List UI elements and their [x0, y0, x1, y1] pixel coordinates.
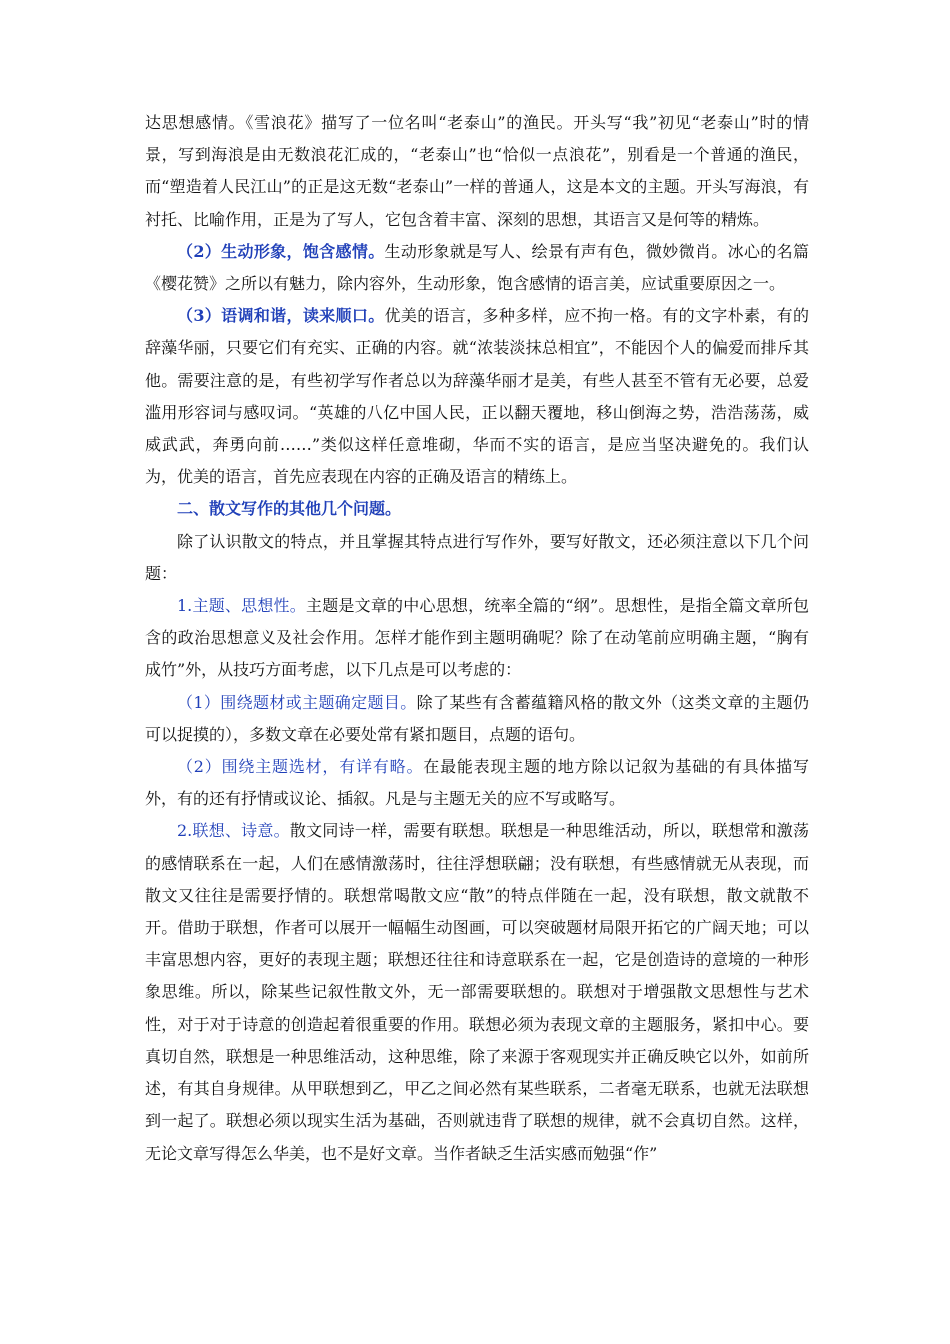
paragraph-theme — [145, 590, 809, 687]
paragraph-text: 除了认识散文的特点，并且掌握其特点进行写作外，要写好散文，还必须注意以下几个问题： — [145, 531, 809, 583]
paragraph-text: 主题是文章的中心思想，统率全篇的“纲”。思想性，是指全篇文章所包含的政治思想意义及社会作用。怎样才能作到主题明确呢？除了在动笔前应明确主题，“胸有成竹”外，从技巧方面考虑，以下几点是可以考虑的： — [145, 596, 809, 680]
paragraph-heading: （3）语调和谐，读来顺口。 — [177, 306, 385, 326]
paragraph-association — [145, 815, 809, 1169]
paragraph-material-choice — [145, 751, 809, 815]
document-body — [145, 107, 809, 1170]
paragraph-text: 优美的语言，多种多样，应不拘一格。有的文字朴素，有的辞藻华丽，只要它们有充实、正确的内容。就“浓装淡抹总相宜”，不能因个人的偏爱而排斥其他。需要注意的是，有些初学写作者总以为辞藻华丽才是美，有些人甚至不管有无必要，总爱滥用形容词与感叹词。“英雄的八亿中国人民，正以翻天覆地，移山倒海之势，浩浩荡荡，威威武武，奔勇向前……”类似这样任意堆砌，华而不实的语言，是应当坚决避免的。我们认为，优美的语言，首先应表现在内容的正确及语言的精练上。 — [145, 306, 809, 487]
paragraph-title-choice — [145, 687, 809, 751]
paragraph-heading: 2.联想、诗意。 — [177, 821, 290, 841]
paragraph-heading: （1）围绕题材或主题确定题目。 — [177, 692, 417, 712]
paragraph-text: 达思想感情。《雪浪花》描写了一位名叫“老泰山”的渔民。开头写“我”初见“老泰山”时的情景，写到海浪是由无数浪花汇成的，“老泰山”也“恰似一点浪花”，别看是一个普通的渔民，而“塑造着人民江山”的正是这无数“老泰山”一样的普通人，这是本文的主题。开头写海浪，有衬托、比喻作用，正是为了写人，它包含着丰富、深刻的思想，其语言又是何等的精炼。 — [145, 113, 809, 229]
paragraph-heading: 1.主题、思想性。 — [177, 596, 306, 616]
paragraph-heading: （2）围绕主题选材，有详有略。 — [177, 757, 424, 777]
paragraph-intro — [145, 526, 809, 590]
paragraph-text: 生动形象就是写人、绘景有声有色，微妙微肖。冰心的名篇《樱花赞》之所以有魅力，除内容外，生动形象，饱含感情的语言美，应试重要原因之一。 — [145, 241, 809, 294]
paragraph-heading: （2）生动形象，饱含感情。 — [177, 241, 385, 261]
paragraph-text: 在最能表现主题的地方除以记叙为基础的有具体描写外，有的还有抒情或议论、插叙。凡是与主题无关的应不写或略写。 — [145, 757, 809, 809]
paragraph-harmonious-tone — [145, 300, 809, 493]
paragraph-text: 散文同诗一样，需要有联想。联想是一种思维活动，所以，联想常和激荡的感情联系在一起，人们在感情激荡时，往往浮想联翩；没有联想，有些感情就无从表现，而散文又往往是需要抒情的。联想常喝散文应“散”的特点伴随在一起，没有联想，散文就散不开。借助于联想，作者可以展开一幅幅生动图画，可以突破题材局限开拓它的广阔天地；可以丰富思想内容，更好的表现主题；联想还往往和诗意联系在一起，它是创造诗的意境的一种形象思维。所以，除某些记叙性散文外，无一部需要联想的。联想对于增强散文思想性与艺术性，对于对于诗意的创造起着很重要的作用。联想必须为表现文章的主题服务，紧扣中心。要真切自然，联想是一种思维活动，这种思维，除了来源于客观现实并正确反映它以外，如前所述，有其自身规律。从甲联想到乙，甲乙之间必然有某些联系，二者毫无联系，也就无法联想到一起了。联想必须以现实生活为基础，否则就违背了联想的规律，就不会真切自然。这样，无论文章写得怎么华美，也不是好文章。当作者缺乏生活实感而勉强“作” — [145, 821, 809, 1163]
section-heading: 二、散文写作的其他几个问题。 — [177, 499, 402, 519]
paragraph-text: 除了某些有含蓄蕴籍风格的散文外（这类文章的主题仍可以捉摸的），多数文章在必要处常有紧扣题目，点题的语句。 — [145, 692, 809, 744]
paragraph-vivid-image — [145, 236, 809, 300]
paragraph-continuation — [145, 107, 809, 236]
section-heading-two — [145, 493, 809, 525]
